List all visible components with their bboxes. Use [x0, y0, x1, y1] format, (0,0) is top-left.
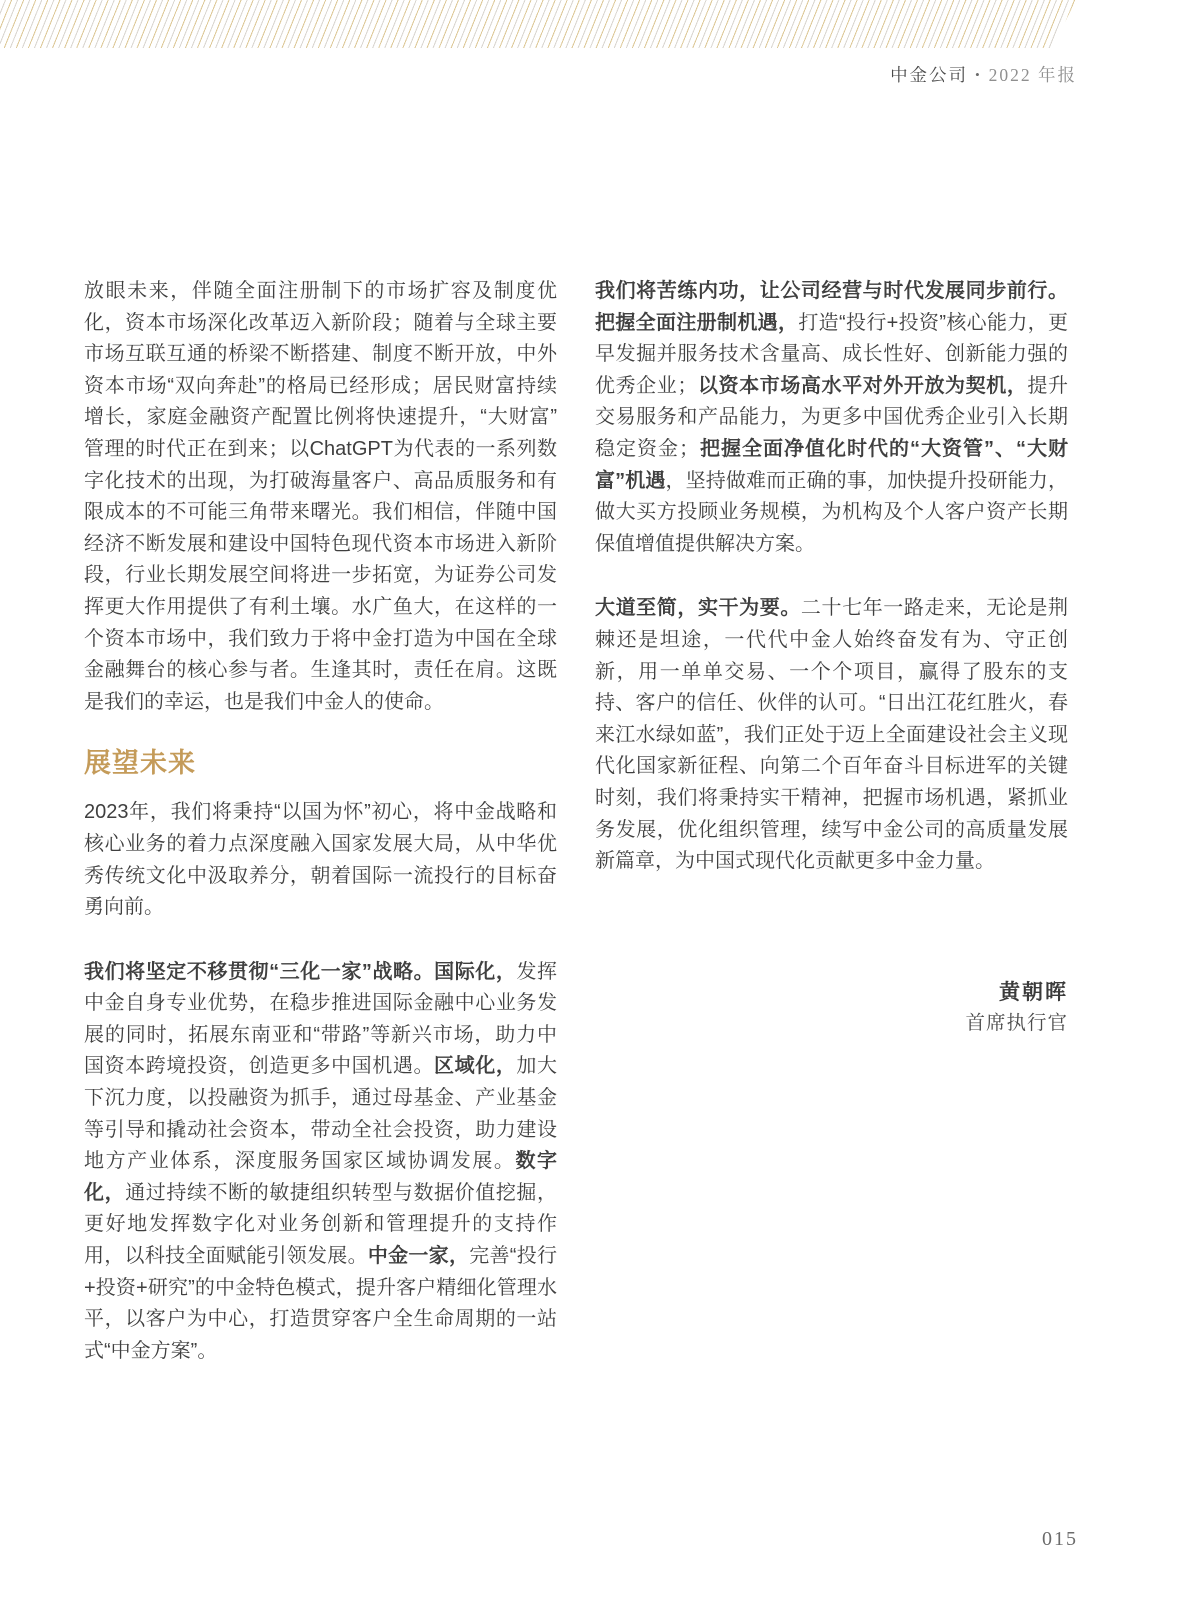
ceo-title: 首席执行官 [965, 1011, 1068, 1034]
paragraph-pragmatism: 大道至简，实干为要。二十七年一路走来，无论是荆棘还是坦途，一代代中金人始终奋发有为、守正创新，用一单单交易、一个个项目，赢得了股东的支持、客户的信任、伙伴的认可。“日出江花红胜火，春来江水绿如蓝”，我们正处于迈上全面建设社会主义现代化国家新征程、向第二个百年奋斗目标进军的关键时刻，我们将秉持实干精神，把握市场机遇，紧抓业务发展，优化组织管理，续写中金公司的高质量发展新篇章，为中国式现代化贡献更多中金力量。 [595, 597, 1069, 873]
signature-block [595, 978, 1068, 1038]
paragraph-2023-plan: 2023年，我们将秉持“以国为怀”初心，将中金战略和核心业务的着力点深度融入国家发展大局，从中华优秀传统文化中汲取养分，朝着国际一流投行的目标奋勇向前。 [84, 801, 557, 919]
report-edition: 2022 年报 [988, 65, 1077, 85]
page-header [890, 62, 1077, 87]
bullet-separator-icon: • [975, 67, 982, 82]
right-text-column [595, 276, 1068, 1038]
section-heading-future-outlook: 展望未来 [84, 748, 196, 779]
paragraph-internal-strength: 我们将苦练内功，让公司经营与时代发展同步前行。把握全面注册制机遇，打造“投行+投资”核心能力，更早发掘并服务技术含量高、成长性好、创新能力强的优秀企业；以资本市场高水平对外开放为契机，提升交易服务和产品能力，为更多中国优秀企业引入长期稳定资金；把握全面净值化时代的“大资管”、“大财富”机遇，坚持做难而正确的事，加快提升投研能力，做大买方投顾业务规模，为机构及个人客户资产长期保值增值提供解决方案。 [595, 280, 1069, 555]
paragraph-three-strategies: 我们将坚定不移贯彻“三化一家”战略。国际化，发挥中金自身专业优势，在稳步推进国际金融中心业务发展的同时，拓展东南亚和“带路”等新兴市场，助力中国资本跨境投资，创造更多中国机遇。区域化，加大下沉力度，以投融资为抓手，通过母基金、产业基金等引导和撬动社会资本，带动全社会投资，助力建设地方产业体系，深度服务国家区域协调发展。数字化，通过持续不断的敏捷组织转型与数据价值挖掘，更好地发挥数字化对业务创新和管理提升的支持作用，以科技全面赋能引领发展。中金一家，完善“投行+投资+研究”的中金特色模式，提升客户精细化管理水平，以客户为中心，打造贯穿客户全生命周期的一站式“中金方案”。 [84, 960, 558, 1362]
left-text-column [84, 276, 557, 1367]
page-number: 015 [1042, 1528, 1078, 1550]
decorative-stripes-band [0, 0, 1076, 48]
company-name: 中金公司 [890, 65, 969, 85]
paragraph-market-outlook: 放眼未来，伴随全面注册制下的市场扩容及制度优化，资本市场深化改革迈入新阶段；随着与全球主要市场互联互通的桥梁不断搭建、制度不断开放，中外资本市场“双向奔赴”的格局已经形成；居民财富持续增长，家庭金融资产配置比例将快速提升，“大财富”管理的时代正在到来；以ChatGPT为代表的一系列数字化技术的出现，为打破海量客户、高品质服务和有限成本的不可能三角带来曙光。我们相信，伴随中国经济不断发展和建设中国特色现代资本市场进入新阶段，行业长期发展空间将进一步拓宽，为证券公司发挥更大作用提供了有利土壤。水广鱼大，在这样的一个资本市场中，我们致力于将中金打造为中国在全球金融舞台的核心参与者。生逢其时，责任在肩。这既是我们的幸运，也是我们中金人的使命。 [84, 280, 557, 713]
ceo-name: 黄朝晖 [999, 980, 1068, 1004]
